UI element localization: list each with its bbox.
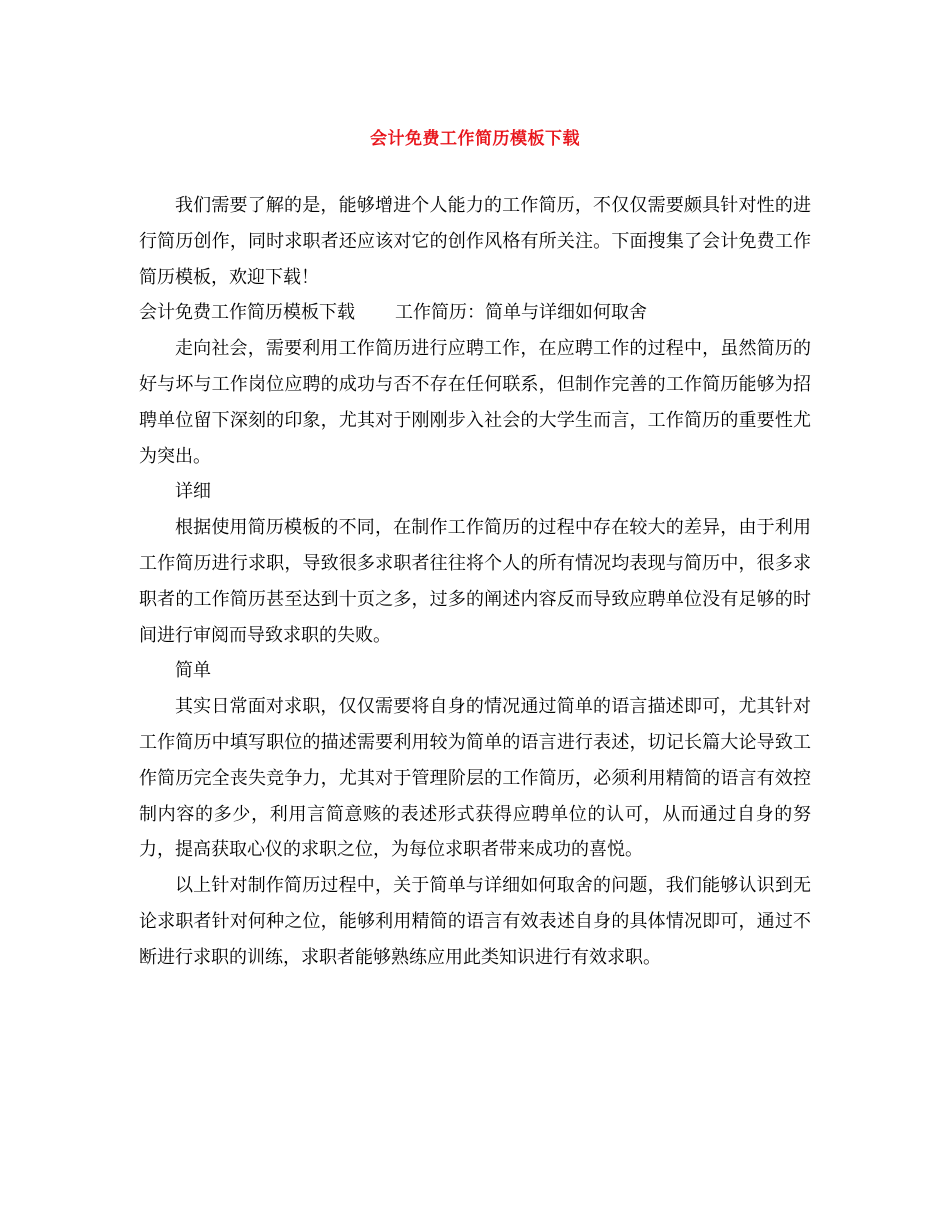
section-heading-line [139, 295, 811, 331]
paragraph-simple: 其实日常面对求职，仅仅需要将自身的情况通过简单的语言描述即可，尤其针对工作简历中填写职位的描述需要利用较为简单的语言进行表述，切记长篇大论导致工作简历完全丧失竞争力，尤其对于管理阶层的工作简历，必须利用精简的语言有效控制内容的多少，利用言简意赅的表述形式获得应聘单位的认可，从而通过自身的努力，提高获取心仪的求职之位，为每位求职者带来成功的喜悦。 [139, 696, 811, 861]
section-heading-right: 工作简历：简单与详细如何取舍 [395, 302, 647, 324]
subheading-detail: 详细 [175, 481, 211, 503]
document-title: 会计免费工作简历模板下载 [370, 129, 580, 149]
paragraph-detail: 根据使用简历模板的不同，在制作工作简历的过程中存在较大的差异，由于利用工作简历进行求职，导致很多求职者往往将个人的所有情况均表现与简历中，很多求职者的工作简历甚至达到十页之多，过多的阐述内容反而导致应聘单位没有足够的时间进行审阅而导致求职的失败。 [139, 517, 811, 646]
document-body [139, 188, 811, 976]
section-heading-left: 会计免费工作简历模板下载 [139, 302, 355, 324]
intro-paragraph: 我们需要了解的是，能够增进个人能力的工作简历，不仅仅需要颇具针对性的进行简历创作，同时求职者还应该对它的创作风格有所关注。下面搜集了会计免费工作简历模板，欢迎下载！ [139, 195, 811, 288]
paragraph-conclusion: 以上针对制作简历过程中，关于简单与详细如何取舍的问题，我们能够认识到无论求职者针对何种之位，能够利用精简的语言有效表述自身的具体情况即可，通过不断进行求职的训练，求职者能够熟练应用此类知识进行有效求职。 [139, 875, 811, 968]
subheading-simple: 简单 [175, 660, 211, 682]
paragraph-1: 走向社会，需要利用工作简历进行应聘工作，在应聘工作的过程中，虽然简历的好与坏与工作岗位应聘的成功与否不存在任何联系，但制作完善的工作简历能够为招聘单位留下深刻的印象，尤其对于刚刚步入社会的大学生而言，工作简历的重要性尤为突出。 [139, 338, 811, 467]
